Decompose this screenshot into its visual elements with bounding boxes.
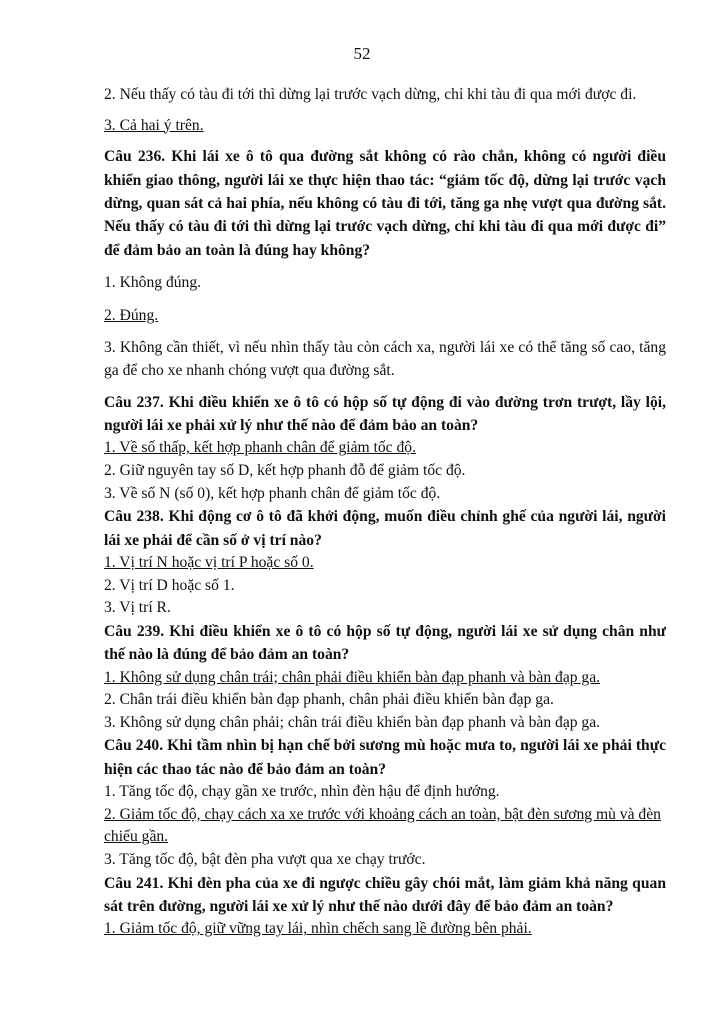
answer-option-correct: 2. Đúng. <box>104 306 159 324</box>
answer-option: 2. Nếu thấy có tàu đi tới thì dừng lại trước vạch dừng, chỉ khi tàu đi qua mới được đi. <box>104 86 637 103</box>
answer-option: 2. Chân trái điều khiển bàn đạp phanh, chân phải điều khiển bàn đạp ga. <box>104 691 554 709</box>
answer-option-correct: 1. Giảm tốc độ, giữ vững tay lái, nhìn chếch sang lề đường bên phải. <box>104 920 532 938</box>
answer-option: 2. Giữ nguyên tay số D, kết hợp phanh đỗ để giảm tốc độ. <box>104 462 466 479</box>
question-241: Câu 241. Khi đèn pha của xe đi ngược chiều gây chói mắt, làm giảm khả năng quan sát trên đường, người lái xe xử lý như thế nào dưới đây để bảo đảm an toàn? <box>104 874 666 915</box>
page-number: 52 <box>353 44 371 63</box>
answer-option-correct: 3. Cả hai ý trên. <box>104 116 204 134</box>
answer-option: 1. Không đúng. <box>104 274 202 292</box>
answer-option: 3. Tăng tốc độ, bật đèn pha vượt qua xe chạy trước. <box>104 850 426 868</box>
answer-option: 3. Về số N (số 0), kết hợp phanh chân để giảm tốc độ. <box>104 484 441 502</box>
question-239: Câu 239. Khi điều khiển xe ô tô có hộp số tự động, người lái xe sử dụng chân như thế nào là đúng để bảo đảm an toàn? <box>104 622 666 664</box>
answer-option: 1. Tăng tốc độ, chạy gần xe trước, nhìn đèn hậu để định hướng. <box>104 783 500 801</box>
question-237: Câu 237. Khi điều khiển xe ô tô có hộp số tự động đi vào đường trơn trượt, lầy lội, người lái xe phải xử lý như thế nào để đảm bảo an toàn? <box>104 393 666 434</box>
question-238: Câu 238. Khi động cơ ô tô đã khởi động, muốn điều chỉnh ghế của người lái, người lái xe phải để cần số ở vị trí nào? <box>104 508 666 549</box>
answer-option: 3. Không cần thiết, vì nếu nhìn thấy tàu còn cách xa, người lái xe có thể tăng số cao, tăng ga để cho xe nhanh chóng vượt qua đường sắt. <box>104 339 666 379</box>
answer-option-correct: 1. Vị trí N hoặc vị trí P hoặc số 0. <box>104 554 314 571</box>
answer-option-correct: 1. Không sử dụng chân trái; chân phải điều khiển bàn đạp phanh và bàn đạp ga. <box>104 668 601 686</box>
answer-option: 2. Vị trí D hoặc số 1. <box>104 576 235 594</box>
answer-option: 3. Không sử dụng chân phải; chân trái điều khiển bàn đạp phanh và bàn đạp ga. <box>104 713 601 731</box>
answer-option: 3. Vị trí R. <box>104 599 171 617</box>
answer-option-correct: 1. Về số thấp, kết hợp phanh chân để giảm tốc độ. <box>104 439 416 457</box>
question-240: Câu 240. Khi tầm nhìn bị hạn chế bởi sương mù hoặc mưa to, người lái xe phải thực hiện các thao tác nào để bảo đảm an toàn? <box>104 737 666 778</box>
answer-option-correct: 2. Giảm tốc độ, chạy cách xa xe trước với khoảng cách an toàn, bật đèn sương mù và đèn chiếu gần. <box>104 805 661 846</box>
document-body <box>104 84 666 941</box>
question-236: Câu 236. Khi lái xe ô tô qua đường sắt không có rào chắn, không có người điều khiển giao thông, người lái xe thực hiện thao tác: “giảm tốc độ, dừng lại trước vạch dừng, quan sát cả hai phía, nếu không có tàu đi tới, tăng ga nhẹ vượt qua đường sắt. Nếu thấy có tàu đi tới thì dừng lại trước vạch dừng, chỉ khi tàu đi qua mới được đi” để đảm bảo an toàn là đúng hay không? <box>104 148 666 259</box>
